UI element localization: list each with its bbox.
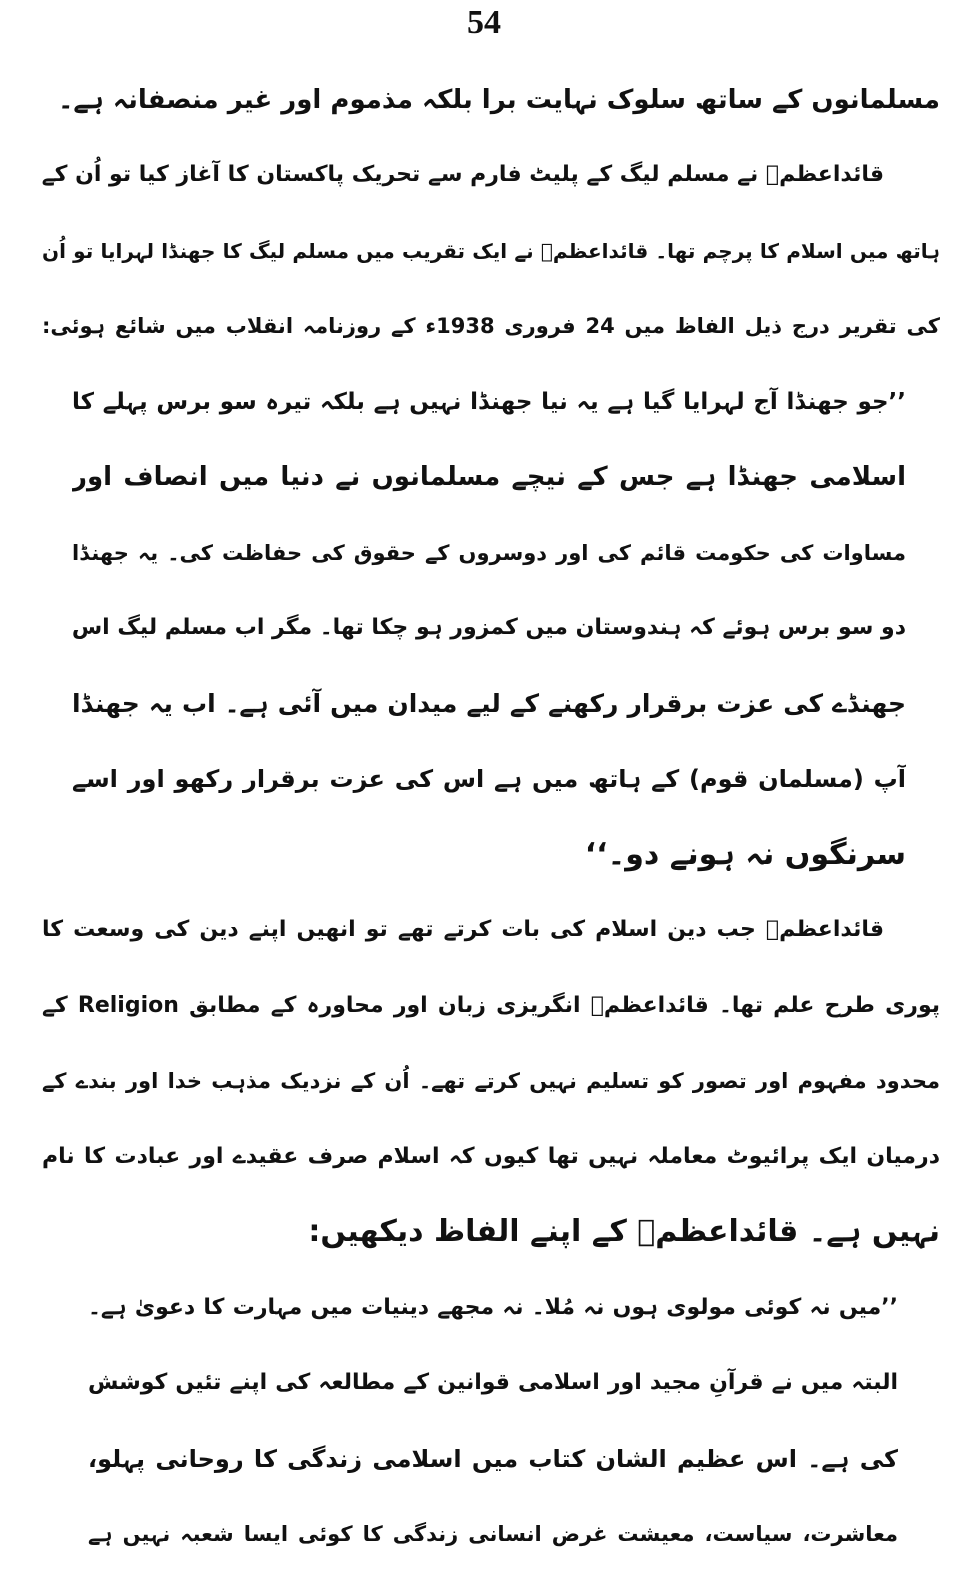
text-line: پوری طرح علم تھا۔ قائداعظمؒ انگریزی زبان اور محاورہ کے مطابق Religion کے (42, 993, 940, 1018)
text-line: کی تقریر درج ذیل الفاظ میں 24 فروری 1938ء کے روزنامہ انقلاب میں شائع ہوئی: (42, 314, 940, 338)
text-line: نہیں ہے۔ قائداعظمؒ کے اپنے الفاظ دیکھیں: (308, 1214, 940, 1249)
quote-line: ’’جو جھنڈا آج لہرایا گیا ہے یہ نیا جھنڈا نہیں ہے بلکہ تیرہ سو برس پہلے کا (72, 389, 906, 415)
text-line: ہاتھ میں اسلام کا پرچم تھا۔ قائداعظمؒ نے ایک تقریب میں مسلم لیگ کا جھنڈا لہرایا تو اُن (42, 239, 940, 263)
quote-line: دو سو برس ہوئے کہ ہندوستان میں کمزور ہو چکا تھا۔ مگر اب مسلم لیگ اس (72, 615, 906, 640)
text-line: درمیان ایک پرائیوٹ معاملہ نہیں تھا کیوں کہ اسلام صرف عقیدے اور عبادت کا نام (42, 1144, 940, 1169)
quote-line: اسلامی جھنڈا ہے جس کے نیچے مسلمانوں نے دنیا میں انصاف اور (72, 462, 906, 492)
quote-line: آپ (مسلمان قوم) کے ہاتھ میں ہے اس کی عزت برقرار رکھو اور اسے (72, 765, 906, 793)
quote-line: معاشرت، سیاست، معیشت غرض انسانی زندگی کا کوئی ایسا شعبہ نہیں ہے (88, 1522, 898, 1546)
paragraph-start-line: قائداعظمؒ جب دین اسلام کی بات کرتے تھے تو انھیں اپنے دین کی وسعت کا (42, 917, 884, 942)
quote-line: کی ہے۔ اس عظیم الشان کتاب میں اسلامی زندگی کا روحانی پہلو، (88, 1445, 898, 1473)
quote-line: جھنڈے کی عزت برقرار رکھنے کے لیے میدان میں آئی ہے۔ اب یہ جھنڈا (72, 689, 906, 718)
quote-line: البتہ میں نے قرآنِ مجید اور اسلامی قوانین کے مطالعہ کی اپنے تئیں کوشش (88, 1370, 898, 1395)
quote-line: سرنگوں نہ ہونے دو۔‘‘ (584, 837, 906, 872)
paragraph-start-line: قائداعظمؒ نے مسلم لیگ کے پلیٹ فارم سے تحریک پاکستان کا آغاز کیا تو اُن کے (42, 162, 884, 187)
text-line: محدود مفہوم اور تصور کو تسلیم نہیں کرتے تھے۔ اُن کے نزدیک مذہب خدا اور بندے کے (42, 1069, 940, 1093)
quote-line: مساوات کی حکومت قائم کی اور دوسروں کے حقوق کی حفاظت کی۔ یہ جھنڈا (72, 541, 906, 565)
quote-line: ’’میں نہ کوئی مولوی ہوں نہ مُلا۔ نہ مجھے دینیات میں مہارت کا دعویٰ ہے۔ (88, 1295, 898, 1320)
page-number: 54 (467, 4, 501, 41)
text-line: مسلمانوں کے ساتھ سلوک نہایت برا بلکہ مذموم اور غیر منصفانہ ہے۔ (58, 85, 940, 115)
